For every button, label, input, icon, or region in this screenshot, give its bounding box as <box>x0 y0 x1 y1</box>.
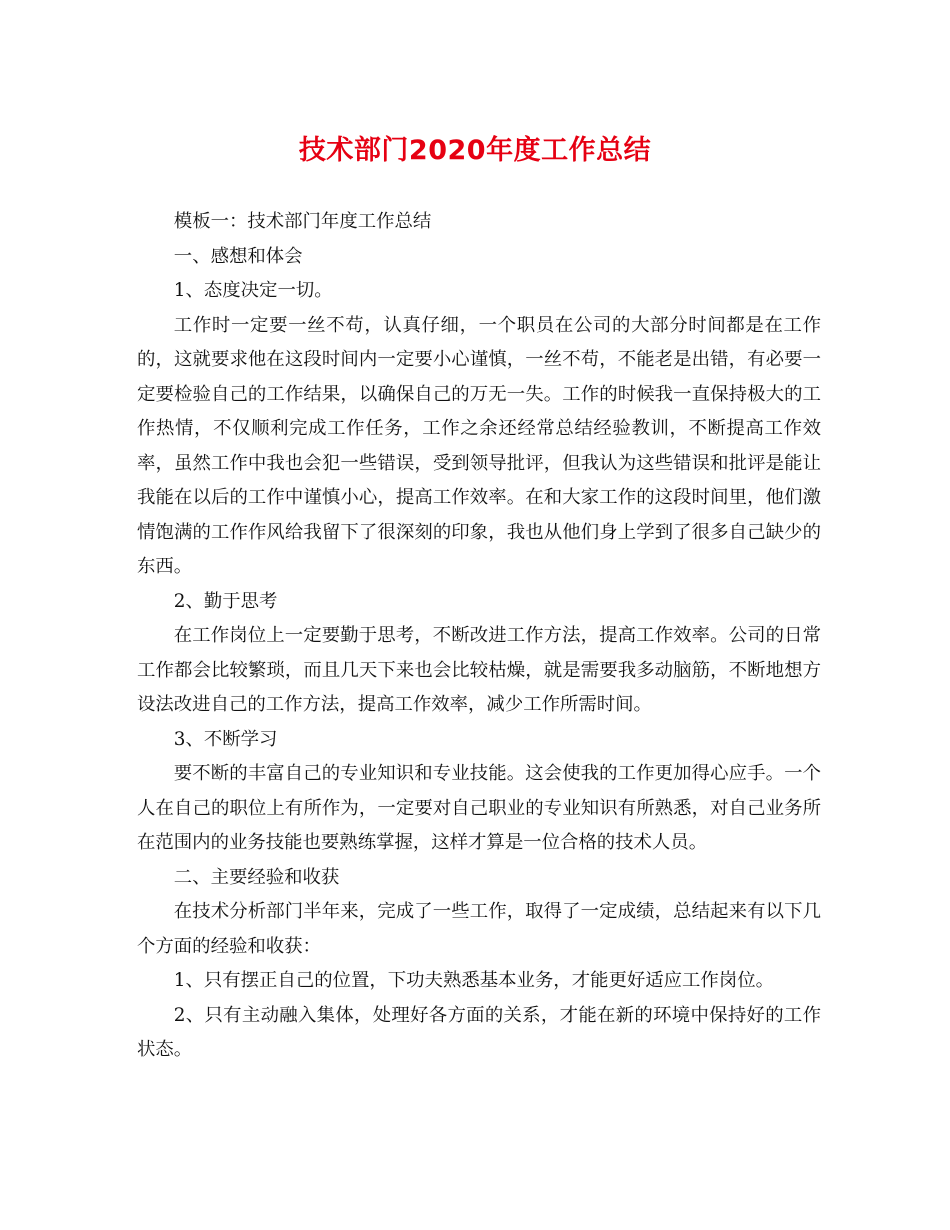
paragraph-section-heading-1: 一、感想和体会 <box>173 245 303 267</box>
paragraph-learning-body: 要不断的丰富自己的专业知识和专业技能。这会使我的工作更加得心应手。一个人在自己的职位上有所作为，一定要对自己职业的专业知识有所熟悉，对自己业务所在范围内的业务技能也要熟练掌握，这样才算是一位合格的技术人员。 <box>137 763 821 853</box>
document-body <box>137 205 821 1068</box>
paragraph-subheading-learning: 3、不断学习 <box>173 728 278 750</box>
paragraph-experience-intro: 在技术分析部门半年来，完成了一些工作，取得了一定成绩，总结起来有以下几个方面的经验和收获： <box>137 901 821 957</box>
paragraph-experience-item-1: 1、只有摆正自己的位置，下功夫熟悉基本业务，才能更好适应工作岗位。 <box>173 970 774 991</box>
paragraph-section-heading-2: 二、主要经验和收获 <box>173 866 340 888</box>
paragraph-template-heading: 模板一：技术部门年度工作总结 <box>173 211 432 232</box>
paragraph-thinking-body: 在工作岗位上一定要勤于思考，不断改进工作方法，提高工作效率。公司的日常工作都会比较繁琐，而且几天下来也会比较枯燥，就是需要我多动脑筋，不断地想方设法改进自己的工作方法，提高工作效率，减少工作所需时间。 <box>137 625 821 715</box>
paragraph-subheading-thinking: 2、勤于思考 <box>173 590 278 612</box>
paragraph-experience-item-2: 2、只有主动融入集体，处理好各方面的关系，才能在新的环境中保持好的工作状态。 <box>137 1004 821 1060</box>
paragraph-subheading-attitude: 1、态度决定一切。 <box>173 280 333 301</box>
document-title: 技术部门2020年度工作总结 <box>298 135 652 166</box>
paragraph-attitude-body: 工作时一定要一丝不苟，认真仔细，一个职员在公司的大部分时间都是在工作的，这就要求他在这段时间内一定要小心谨慎，一丝不苟，不能老是出错，有必要一定要检验自己的工作结果，以确保自己的万无一失。工作的时候我一直保持极大的工作热情，不仅顺利完成工作任务，工作之余还经常总结经验教训，不断提高工作效率，虽然工作中我也会犯一些错误，受到领导批评，但我认为这些错误和批评是能让我能在以后的工作中谨慎小心，提高工作效率。在和大家工作的这段时间里，他们激情饱满的工作作风给我留下了很深刻的印象，我也从他们身上学到了很多自己缺少的东西。 <box>137 314 821 577</box>
